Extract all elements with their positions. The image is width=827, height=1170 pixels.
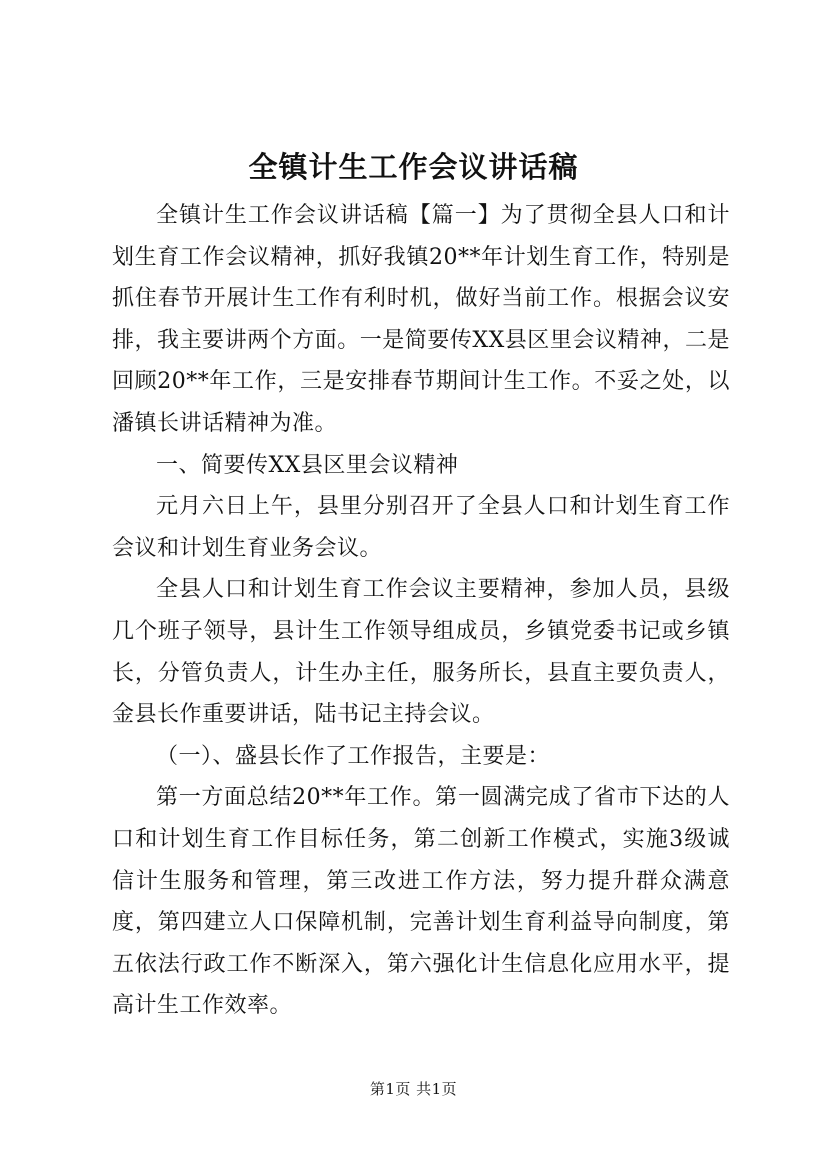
document-body: [112, 195, 730, 1027]
paragraph-intro: 全镇计生工作会议讲话稿【篇一】为了贯彻全县人口和计划生育工作会议精神，抓好我镇20**年计划生育工作，特别是抓住春节开展计生工作有利时机，做好当前工作。根据会议安排，我主要讲两个方面。一是简要传XX县区里会议精神，二是回顾20**年工作，三是安排春节期间计生工作。不妥之处，以潘镇长讲话精神为准。: [112, 203, 730, 436]
document-title: 全镇计生工作会议讲话稿: [248, 150, 579, 184]
paragraph-meeting-attendees: 全县人口和计划生育工作会议主要精神，参加人员，县级几个班子领导，县计生工作领导组成员，乡镇党委书记或乡镇长，分管负责人，计生办主任，服务所长，县直主要负责人，金县长作重要讲话，陆书记主持会议。: [112, 577, 730, 728]
section-heading-1: 一、简要传XX县区里会议精神: [156, 452, 459, 478]
subsection-heading-1: （一）、盛县长作了工作报告，主要是：: [156, 743, 551, 769]
page-footer: 第1页 共1页: [369, 1080, 458, 1098]
paragraph-meeting-date: 元月六日上午，县里分别召开了全县人口和计划生育工作会议和计划生育业务会议。: [112, 494, 730, 561]
paragraph-work-summary: 第一方面总结20**年工作。第一圆满完成了省市下达的人口和计划生育工作目标任务，第二创新工作模式，实施3级诚信计生服务和管理，第三改进工作方法，努力提升群众满意度，第四建立人口保障机制，完善计划生育利益导向制度，第五依法行政工作不断深入，第六强化计生信息化应用水平，提高计生工作效率。: [112, 785, 730, 1019]
